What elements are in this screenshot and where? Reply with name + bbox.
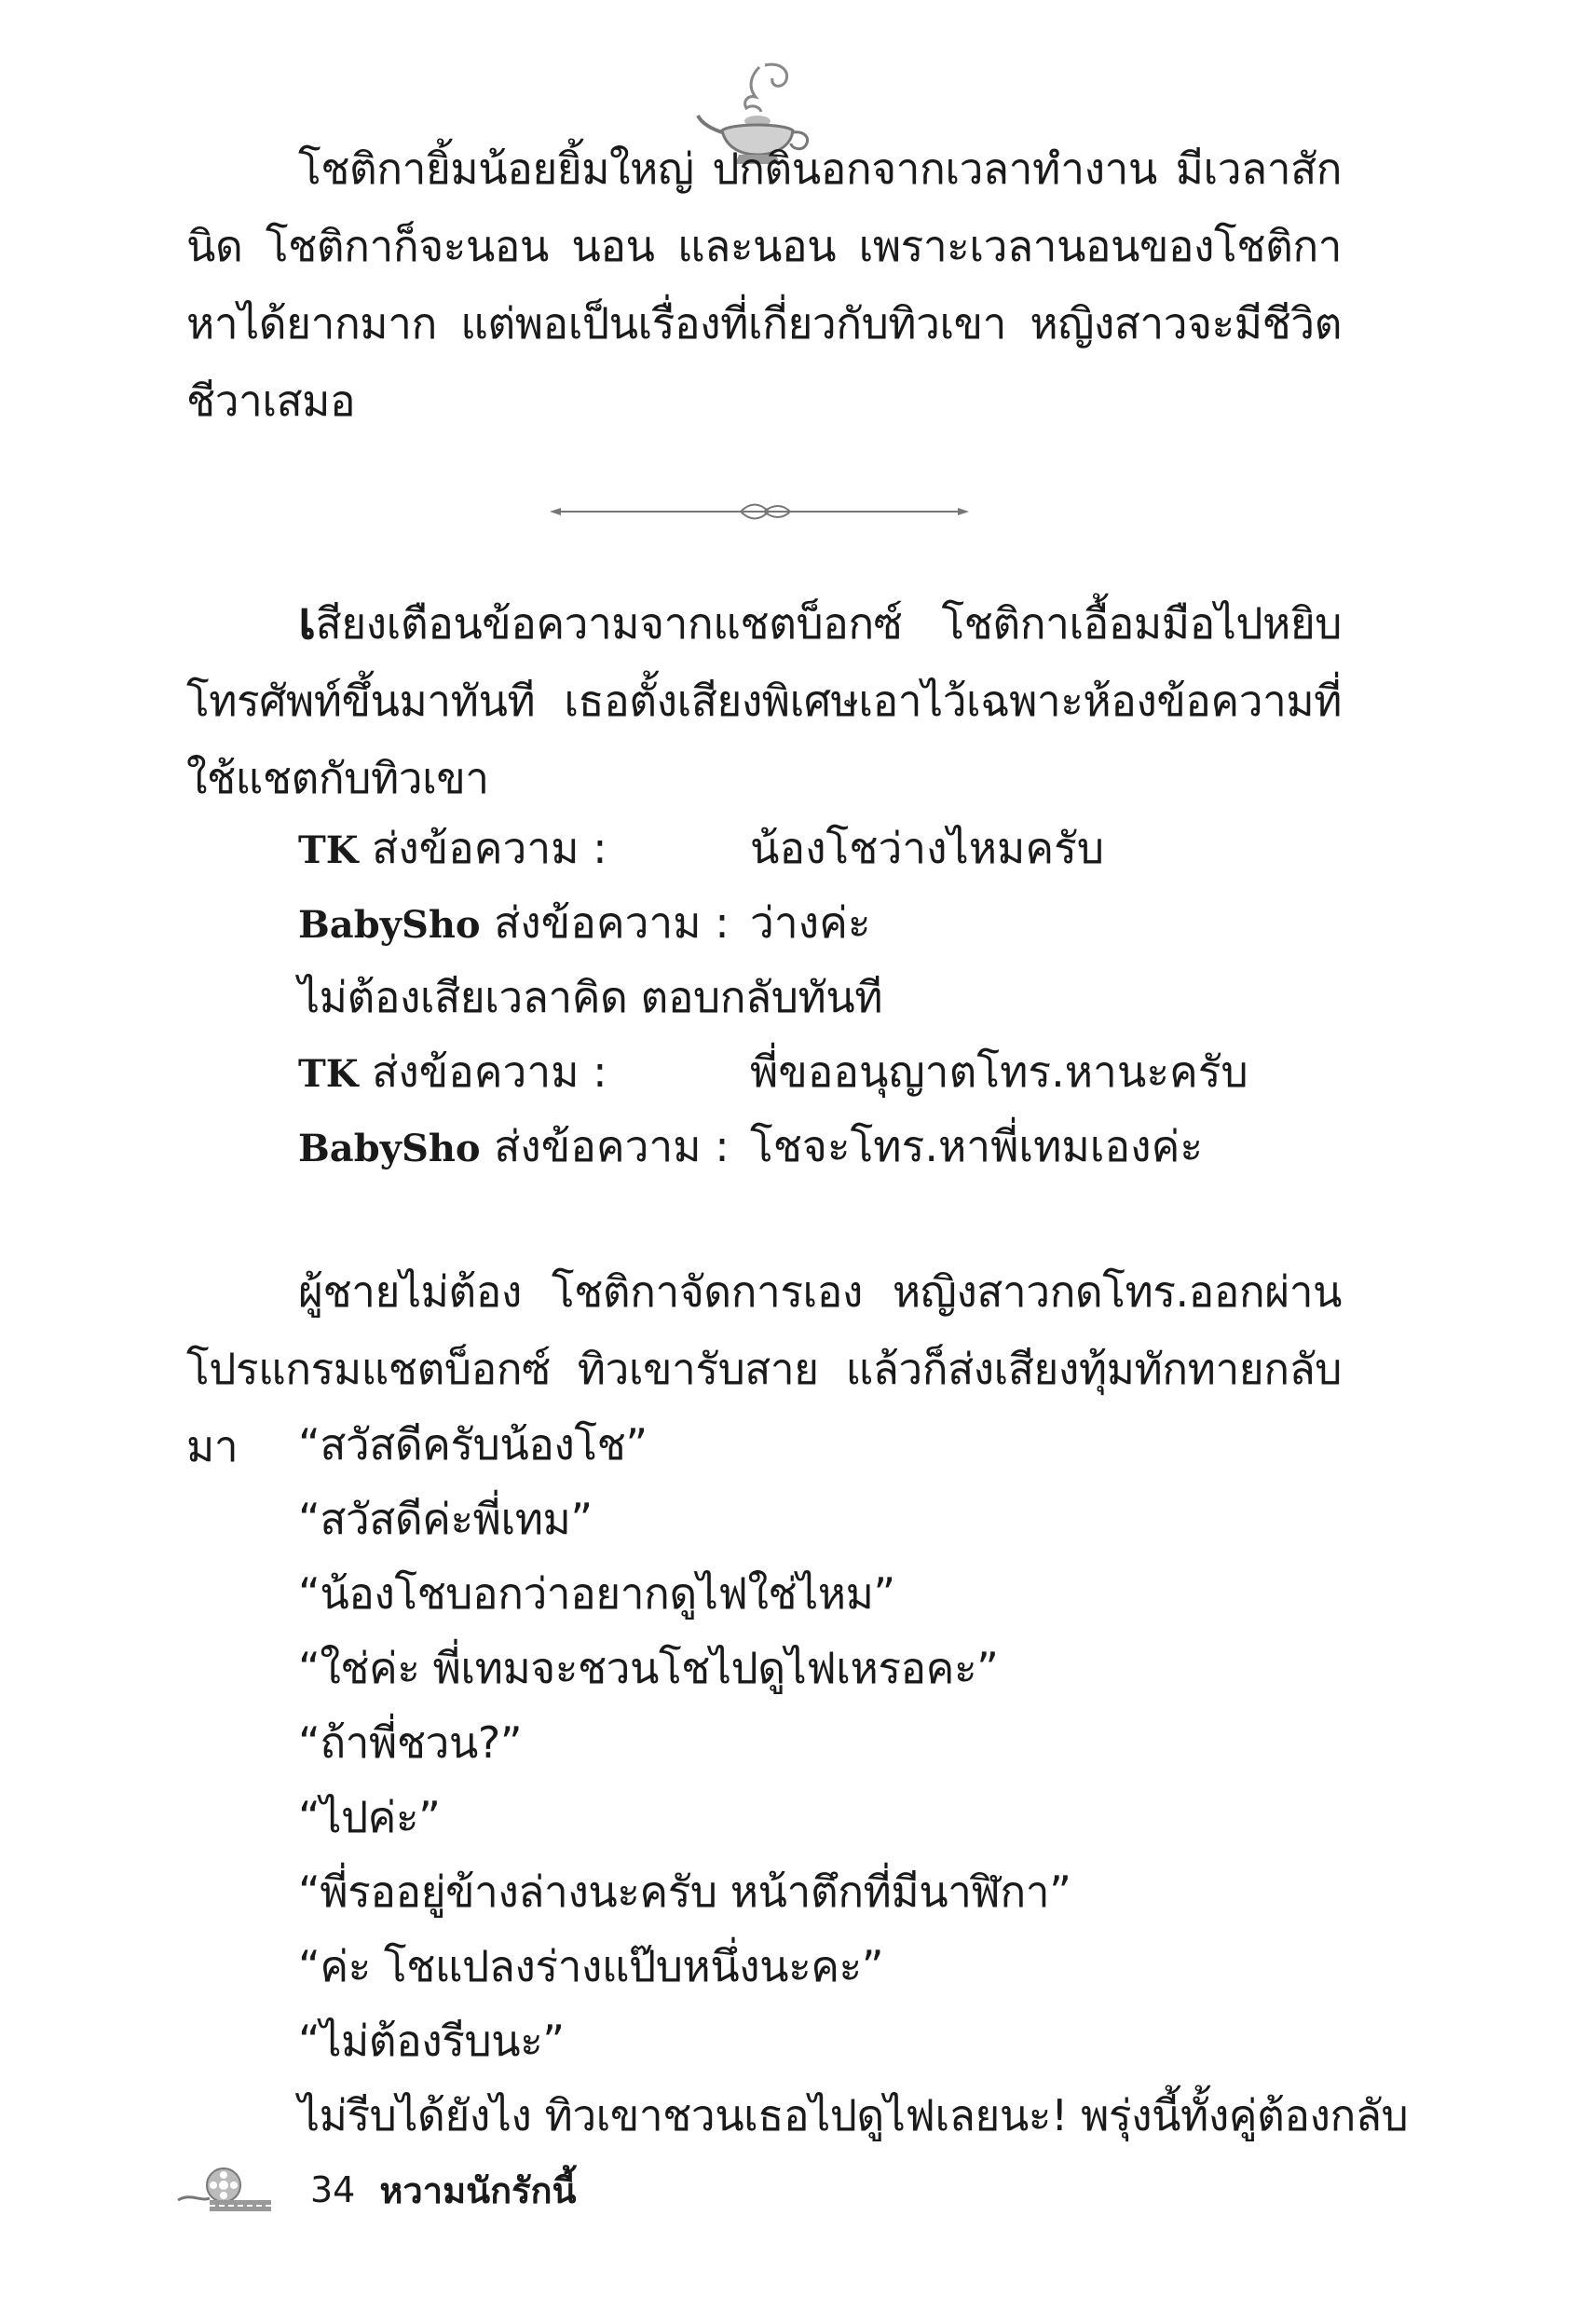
section-divider-icon <box>550 499 969 525</box>
drop-cap: เ <box>298 590 316 651</box>
dialogue-line: “ถ้าพี่ชวน?” <box>298 1717 523 1768</box>
chat-sender-name: BabySho <box>298 903 481 947</box>
dialogue-line: “น้องโชบอกว่าอยากดูไฟใช่ไหม” <box>298 1568 895 1619</box>
chat-message: โชจะโทร.หาพี่เทมเองค่ะ <box>750 1121 1204 1171</box>
dialogue-line: “สวัสดีครับน้องโช” <box>298 1419 648 1470</box>
chat-sender-name: BabySho <box>298 1127 481 1170</box>
narration-line: ไม่ต้องเสียเวลาคิด ตอบกลับทันที <box>298 972 883 1022</box>
chat-message: น้องโชว่างไหมครับ <box>750 823 1105 873</box>
dialogue-line: “ไม่ต้องรีบนะ” <box>298 2016 565 2066</box>
chat-line <box>298 1034 1342 1112</box>
paragraph-1 <box>186 130 1342 440</box>
dialogue-line: “ใช่ค่ะ พี่เทมจะชวนโชไปดูไฟเหรอคะ” <box>298 1643 999 1693</box>
chat-line <box>298 885 1342 963</box>
chat-line <box>298 811 1342 888</box>
book-title: หวามนักรักนี้ <box>379 2169 577 2211</box>
page-footer <box>172 2162 577 2218</box>
paragraph-2-text: สียงเตือนข้อความจากแชตบ็อกซ์ โชติกาเอื้อมมือไปหยิบโทรศัพท์ขึ้นมาทันที เธอตั้งเสียงพิเศษเอาไว้เฉพาะห้องข้อความที่ใช้แชตกับทิวเขา <box>186 598 1342 803</box>
dialogue-line: “พี่รออยู่ข้างล่างนะครับ หน้าตึกที่มีนาฬิกา” <box>298 1867 1071 1917</box>
chat-action: ส่งข้อความ : <box>480 897 730 948</box>
paragraph-1-text: โชติกายิ้มน้อยยิ้มใหญ่ ปกตินอกจากเวลาทำงาน มีเวลาสักนิด โชติกาก็จะนอน นอน และนอน เพราะเวลานอนของโชติกาหาได้ยากมาก แต่พอเป็นเรื่องที่เกี่ยวกับทิวเขา หญิงสาวจะมีชีวิตชีวาเสมอ <box>186 144 1342 426</box>
chat-action: ส่งข้อความ : <box>358 1046 607 1097</box>
chat-message: ว่างค่ะ <box>750 897 871 948</box>
chat-action: ส่งข้อความ : <box>358 823 607 873</box>
chat-sender-name: TK <box>298 828 359 872</box>
chat-sender-name: TK <box>298 1052 359 1096</box>
page-number: 34 <box>310 2169 356 2210</box>
paragraph-3-text: ผู้ชายไม่ต้อง โชติกาจัดการเอง หญิงสาวกดโทร.ออกผ่านโปรแกรมแชตบ็อกซ์ ทิวเขารับสาย แล้วก็ส่งเสียงทุ้มทักทายกลับมา <box>186 1266 1342 1471</box>
chat-line <box>298 1109 1342 1186</box>
film-reel-ornament-icon <box>172 2165 275 2216</box>
chat-action: ส่งข้อความ : <box>480 1121 730 1171</box>
narration-line: ไม่รีบได้ยังไง ทิวเขาชวนเธอไปดูไฟเลยนะ! พรุ่งนี้ทั้งคู่ต้องกลับ <box>298 2090 1409 2140</box>
dialogue-line: “ค่ะ โชแปลงร่างแป๊บหนึ่งนะคะ” <box>298 1941 884 1991</box>
paragraph-2 <box>186 582 1342 817</box>
dialogue-line: “สวัสดีค่ะพี่เทม” <box>298 1494 593 1544</box>
chat-message: พี่ขออนุญาตโทร.หานะครับ <box>750 1046 1248 1097</box>
dialogue-line: “ไปค่ะ” <box>298 1792 441 1842</box>
